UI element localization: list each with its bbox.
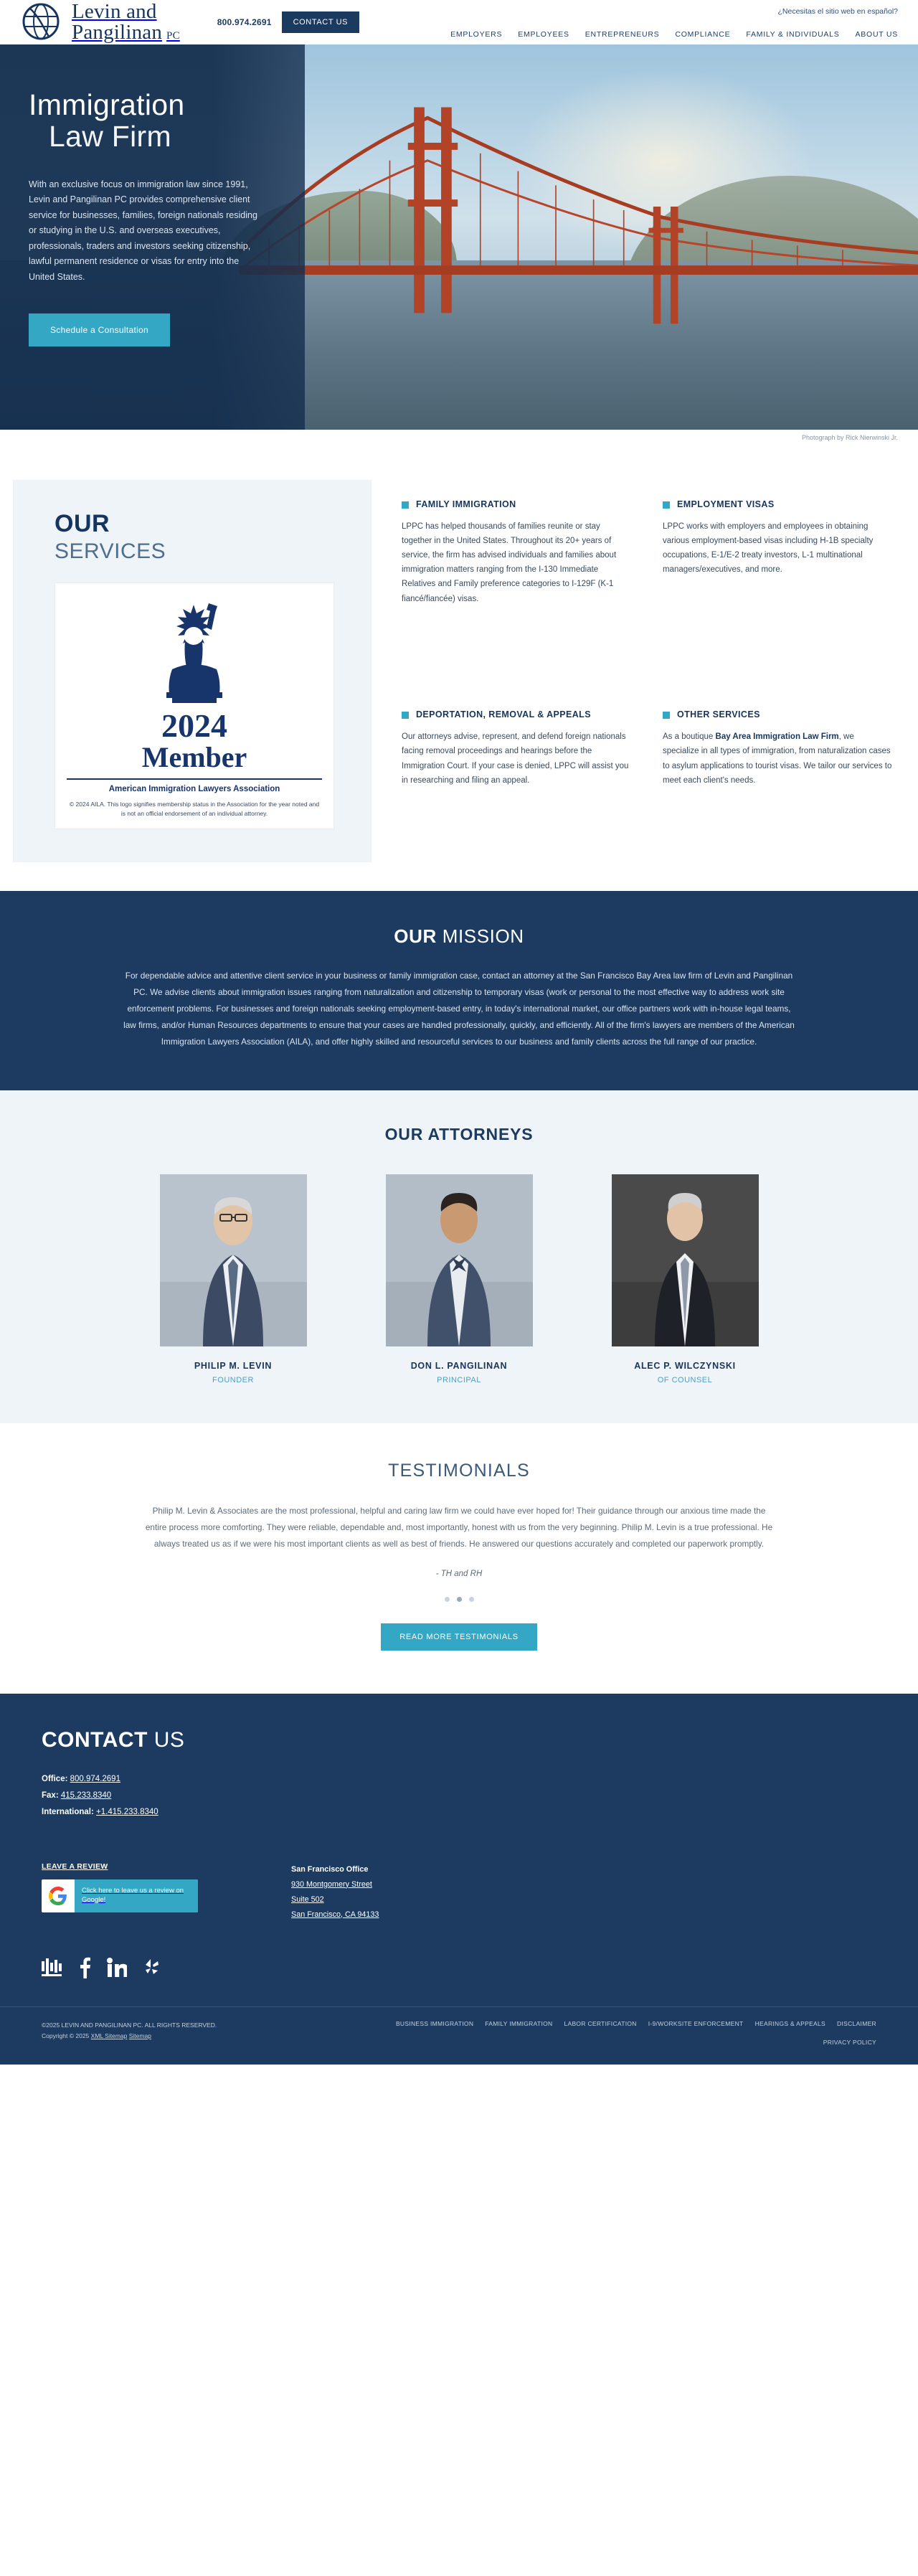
testimonials-section	[0, 1423, 918, 1694]
nav-item-about-us[interactable]: ABOUT US	[855, 30, 898, 39]
office-suite[interactable]: Suite 502	[291, 1895, 324, 1904]
footer-link-privacy-policy[interactable]: PRIVACY POLICY	[823, 2038, 876, 2046]
footer-links	[346, 2020, 876, 2046]
service-title: EMPLOYMENT VISAS	[677, 499, 775, 509]
service-title: OTHER SERVICES	[677, 709, 760, 720]
contact-heading-bold: CONTACT	[42, 1727, 148, 1752]
footer-link-family-immigration[interactable]: FAMILY IMMIGRATION	[485, 2019, 553, 2027]
mission-heading	[0, 925, 918, 948]
aila-member-label: Member	[141, 741, 247, 773]
leave-review-column	[42, 1862, 198, 1912]
attorney-name: PHILIP M. LEVIN	[194, 1360, 273, 1371]
contact-heading-light: US	[147, 1727, 185, 1752]
contact-section	[0, 1694, 918, 2065]
office-city-state-zip[interactable]: San Francisco, CA 94133	[291, 1910, 379, 1919]
footer-link-labor-certification[interactable]: LABOR CERTIFICATION	[564, 2019, 637, 2027]
service-card-other-services[interactable]	[663, 709, 892, 862]
office-phone-link[interactable]: 800.974.2691	[70, 1774, 120, 1783]
google-icon	[42, 1887, 75, 1905]
read-more-testimonials-button[interactable]: READ MORE TESTIMONIALS	[381, 1623, 537, 1651]
bullet-square-icon	[402, 501, 409, 509]
hero-banner	[0, 44, 918, 430]
mission-heading-bold: OUR	[394, 925, 437, 947]
service-body-bold: Bay Area Immigration Law Firm	[715, 732, 839, 742]
office-street[interactable]: 930 Montgomery Street	[291, 1879, 372, 1889]
international-phone-link[interactable]: +1.415.233.8340	[96, 1807, 158, 1816]
mission-body: For dependable advice and attentive client service in your business or family immigration case, contact an attorney at the San Francisco Bay Area law firm of Levin and Pangilinan PC. We advise clients about immigration issues ranging from naturalization and citizenship to temporary visas (work or personal to the most effective way to address work site enforcement problems. For businesses and foreign nationals seeking employment-based entry, in today's international market, our office partners work with in-house legal teams, law firms, and/or Human Resources departments to ensure that your cases are handled professionally, quickly, and efficiently. All of the firm's lawyers are members of the American Immigration Lawyers Association (AILA), and offer highly skilled and resourceful services to our business and family clients across the full range of our practice.	[123, 970, 795, 1047]
attorneys-grid	[0, 1174, 918, 1384]
photo-credit-bar	[0, 430, 918, 447]
aila-fine-print: © 2024 AILA. This logo signifies membership status in the Association for the year noted and is not an official endorsement of an individual attorney.	[69, 801, 320, 817]
service-body-post: , we specialize in all types of immigration, from naturalization cases to asylum applications to tourist visas. We tailor our services to meet each client's needs.	[663, 732, 892, 785]
attorney-role: FOUNDER	[212, 1375, 254, 1384]
hero-title-line-2: Law Firm	[49, 120, 171, 154]
footer-copyright-block	[42, 2020, 217, 2042]
international-label: International:	[42, 1807, 94, 1816]
attorney-card-philip-levin[interactable]	[160, 1174, 307, 1384]
logo-suffix: PC	[166, 30, 180, 42]
hero-content	[29, 89, 280, 346]
bridge-illustration	[239, 75, 918, 345]
hero-paragraph: With an exclusive focus on immigration law since 1991, Levin and Pangilinan PC provides comprehensive client service for businesses, families, foreign nationals residing or studying in the U.S. and overseas executives, professionals, traders and investors seeking citizenship, lawful permanent residence or visas for entry into the United States.	[29, 179, 257, 282]
office-title: San Francisco Office	[291, 1864, 369, 1874]
main-navigation	[450, 30, 898, 39]
logo-wordmark	[72, 1, 180, 43]
contact-fax-line	[42, 1788, 876, 1804]
nav-item-employers[interactable]: EMPLOYERS	[450, 30, 503, 39]
carousel-dot-3[interactable]	[469, 1597, 474, 1602]
attorney-photo	[160, 1174, 307, 1346]
attorneys-heading: OUR ATTORNEYS	[384, 1124, 534, 1143]
attorney-role: PRINCIPAL	[437, 1375, 481, 1384]
footer-credit: Copyright © 2025	[42, 2032, 90, 2039]
footer-bottom	[0, 2006, 918, 2065]
services-heading-bold: OUR	[55, 510, 110, 537]
site-logo[interactable]	[20, 1, 180, 43]
attorney-card-alec-wilczynski[interactable]	[612, 1174, 759, 1384]
fax-number[interactable]: 415.233.8340	[60, 1791, 112, 1800]
footer-link-business-immigration[interactable]: BUSINESS IMMIGRATION	[395, 2019, 474, 2027]
google-review-button[interactable]	[42, 1879, 198, 1912]
yelp-icon[interactable]	[143, 1958, 161, 1981]
logo-icon	[20, 2, 65, 42]
footer-sitemap-link[interactable]: Sitemap	[128, 2032, 151, 2039]
testimonials-heading: TESTIMONIALS	[388, 1460, 530, 1481]
services-section	[0, 447, 918, 891]
contact-international-line	[42, 1804, 876, 1821]
footer-link-i9-worksite-enforcement[interactable]: I-9/WORKSITE ENFORCEMENT	[648, 2019, 744, 2027]
fax-label: Fax:	[42, 1791, 59, 1800]
photo-credit: Photograph by Rick Nierwinski Jr.	[801, 434, 898, 441]
service-card-family-immigration[interactable]	[402, 499, 631, 680]
attorney-role: OF COUNSEL	[657, 1375, 713, 1384]
nav-item-employees[interactable]: EMPLOYEES	[518, 30, 569, 39]
testimonial-attribution: - TH and RH	[435, 1569, 483, 1578]
attorney-photo	[612, 1174, 759, 1346]
testimonial-carousel-dots	[0, 1597, 918, 1602]
site-header	[0, 0, 918, 44]
bullet-square-icon	[663, 712, 670, 719]
service-body	[663, 730, 892, 788]
hero-title-line-1: Immigration	[29, 88, 185, 121]
service-card-employment-visas[interactable]	[663, 499, 892, 680]
attorney-name: ALEC P. WILCZYNSKI	[634, 1360, 736, 1371]
footer-copyright: ©2025 LEVIN AND PANGILINAN PC. ALL RIGHTS RESERVED.	[42, 2021, 217, 2029]
attorneys-section	[0, 1090, 918, 1423]
contact-heading	[42, 1728, 876, 1752]
footer-xml-sitemap-link[interactable]: XML Sitemap	[90, 2032, 128, 2039]
attorney-name: DON L. PANGILINAN	[410, 1360, 508, 1371]
service-title: DEPORTATION, REMOVAL & APPEALS	[416, 709, 591, 720]
attorney-photo	[386, 1174, 533, 1346]
mission-section	[0, 891, 918, 1090]
schedule-consultation-button[interactable]: Schedule a Consultation	[29, 313, 170, 346]
facebook-icon[interactable]	[79, 1957, 91, 1982]
leave-a-review-label: LEAVE A REVIEW	[42, 1862, 108, 1871]
services-left-panel	[13, 480, 372, 862]
service-body-pre: As a boutique	[663, 732, 716, 742]
service-card-deportation-removal-appeals[interactable]	[402, 709, 631, 862]
office-label: Office:	[42, 1774, 68, 1783]
spanish-site-link[interactable]: ¿Necesitas el sitio web en español?	[777, 7, 898, 16]
bullet-square-icon	[402, 712, 409, 719]
logo-line-2: Pangilinan	[72, 21, 163, 44]
aila-association-name: American Immigration Lawyers Association	[67, 778, 322, 793]
logo-line-1: Levin and	[72, 0, 157, 23]
footer-columns	[42, 1862, 876, 1922]
hero-title	[29, 89, 280, 153]
carousel-dot-2[interactable]	[457, 1597, 462, 1602]
office-address-column	[291, 1862, 379, 1922]
footer-link-disclaimer[interactable]: DISCLAIMER	[837, 2019, 876, 2027]
services-heading-light: SERVICES	[55, 539, 166, 563]
service-body: LPPC has helped thousands of families reunite or stay together in the United States. Throughout its 20+ years of service, the firm has advised individuals and families about immigration matters ranging from the I-130 Immediate Relatives and Family preference categories to I-129F (K-1 fiancé/fiancée) visas.	[402, 522, 617, 603]
carousel-dot-1[interactable]	[445, 1597, 450, 1602]
service-body: Our attorneys advise, represent, and defend foreign nationals facing removal proceedings and hearings before the Immigration Court. If your case is denied, LPPC will assist you in researching and filing an appeal.	[402, 732, 629, 785]
testimonial-quote: Philip M. Levin & Associates are the most professional, helpful and caring law firm we could have ever hoped for! Their guidance through our anxious time made the entire process more comforting. They were reliable, dependable and, most importantly, honest with us from the very beginning. Philip M. Levin is a true professional. He always treated us as if we were his most important clients as well as best of friends. He answered our questions accurately and completed our paperwork promptly.	[145, 1505, 773, 1549]
bullet-square-icon	[663, 501, 670, 509]
header-phone[interactable]: 800.974.2691	[217, 17, 272, 27]
contact-office-line	[42, 1771, 876, 1788]
nav-item-compliance[interactable]: COMPLIANCE	[675, 30, 731, 39]
service-body: LPPC works with employers and employees in obtaining various employment-based visas including H-1B specialty occupations, E-1/E-2 treaty investors, L-1 multinational managers/executives, and more.	[663, 522, 874, 575]
contact-details	[42, 1771, 876, 1821]
social-links	[42, 1957, 876, 2006]
contact-us-button[interactable]: CONTACT US	[282, 11, 360, 33]
footer-link-hearings-appeals[interactable]: HEARINGS & APPEALS	[754, 2019, 826, 2027]
nav-item-family-individuals[interactable]: FAMILY & INDIVIDUALS	[746, 30, 840, 39]
linkedin-icon[interactable]	[107, 1958, 127, 1981]
nav-item-entrepreneurs[interactable]: ENTREPRENEURS	[585, 30, 660, 39]
aila-year: 2024	[161, 707, 227, 744]
service-title: FAMILY IMMIGRATION	[416, 499, 516, 509]
mission-heading-light: MISSION	[436, 925, 524, 947]
services-grid	[372, 480, 918, 862]
attorney-card-don-pangilinan[interactable]	[386, 1174, 533, 1384]
google-review-text: Click here to leave us a review on Google!	[75, 1879, 198, 1912]
aila-member-badge	[55, 582, 334, 829]
statue-of-liberty-icon	[141, 600, 248, 708]
avvo-icon[interactable]	[42, 1958, 63, 1981]
